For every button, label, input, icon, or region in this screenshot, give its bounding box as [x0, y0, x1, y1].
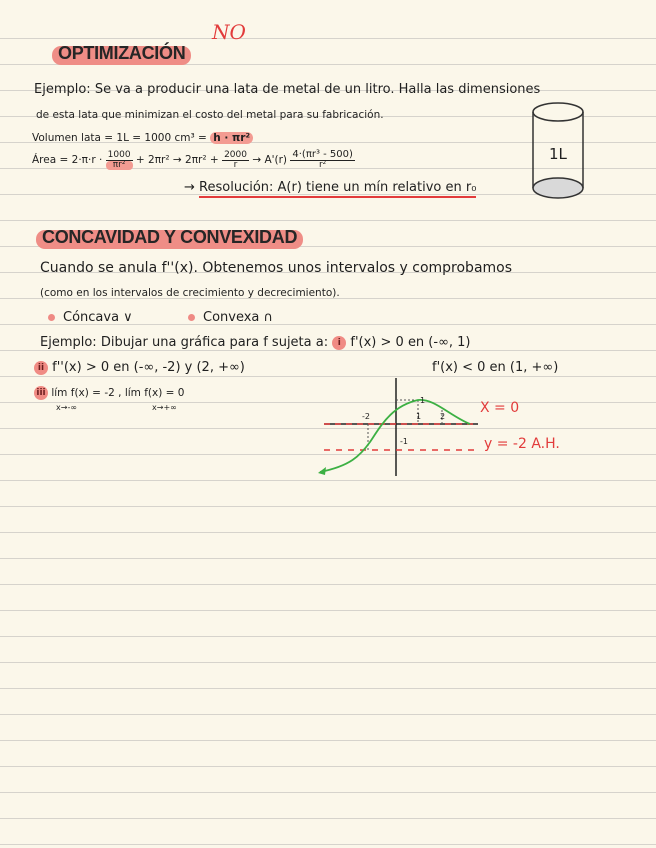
can-label: 1L [549, 145, 567, 163]
bullet-concave: Cóncava ∨ [48, 310, 133, 325]
tick-yneg1: -1 [400, 437, 408, 446]
function-sketch [310, 372, 490, 482]
example-text-line2: de esta lata que minimizan el costo del metal para su fabricación. [36, 109, 384, 121]
area-fraction-1: $\frac{1000}{\text{πr²}}$ [107, 149, 131, 170]
area-fraction-2: $\frac{2000}{r}$ [224, 149, 247, 170]
example-conditions [40, 335, 471, 350]
volume-highlight: h · πr² [210, 132, 253, 144]
condition-i-b: f'(x) < 0 en (1, +∞) [432, 360, 559, 375]
resolution-arrow: → [184, 180, 195, 195]
section-title-optimizacion: OPTIMIZACIÓN [58, 43, 185, 64]
bullet-dot [48, 314, 55, 321]
volume-prefix: Volumen lata = 1L = 1000 cm³ = [32, 132, 207, 144]
label-asymptote: y = -2 A.H. [484, 436, 560, 452]
limit-b-sub: x→+∞ [152, 403, 177, 412]
badge-ii: ii [34, 361, 48, 375]
concavity-text-line2: (como en los intervalos de crecimiento y decrecimiento). [40, 287, 340, 299]
area-formula [32, 150, 355, 170]
concavity-text-line1: Cuando se anula f''(x). Obtenemos unos intervalos y comprobamos [40, 260, 513, 276]
condition-ii: ii f''(x) > 0 en (-∞, -2) y (2, +∞) [34, 360, 245, 375]
resolution-text: Resolución: A(r) tiene un mín relativo en r₀ [199, 180, 476, 198]
label-x0: X = 0 [480, 400, 520, 416]
tick-2: 2 [440, 412, 446, 421]
limit-a-sub: x→-∞ [56, 403, 77, 412]
tick-y1: 1 [420, 396, 426, 405]
area-arrow: → A'(r) [252, 154, 288, 166]
condition-i-a: f'(x) > 0 en (-∞, 1) [350, 335, 471, 350]
note-number: NO [212, 20, 246, 44]
example-text-line1: Ejemplo: Se va a producir una lata de metal de un litro. Halla las dimensiones [34, 82, 541, 97]
limit-b: , lím f(x) = 0 [118, 387, 185, 399]
badge-iii: iii [34, 386, 48, 400]
area-prefix: Área = 2·π·r · [32, 154, 103, 166]
derivative-fraction: $\frac{\text{4·(πr³ - 500)}}{\text{r²}}$ [292, 149, 353, 170]
resolution-line [184, 180, 476, 195]
volume-formula [32, 132, 253, 144]
bullet-convex: Convexa ∩ [188, 310, 273, 325]
tick-neg2: -2 [362, 412, 370, 421]
function-curve [320, 400, 470, 472]
limit-a: lím f(x) = -2 [51, 387, 115, 399]
section-title-concavidad: CONCAVIDAD Y CONVEXIDAD [42, 227, 297, 248]
tick-1: 1 [416, 412, 422, 421]
bullet-dot [188, 314, 195, 321]
example-prefix: Ejemplo: Dibujar una gráfica para f sujeta a: [40, 335, 329, 350]
area-mid: + 2πr² → 2πr² + [135, 154, 219, 166]
condition-iii [34, 386, 184, 400]
badge-i: i [332, 336, 346, 350]
curve-arrowhead [318, 467, 326, 475]
